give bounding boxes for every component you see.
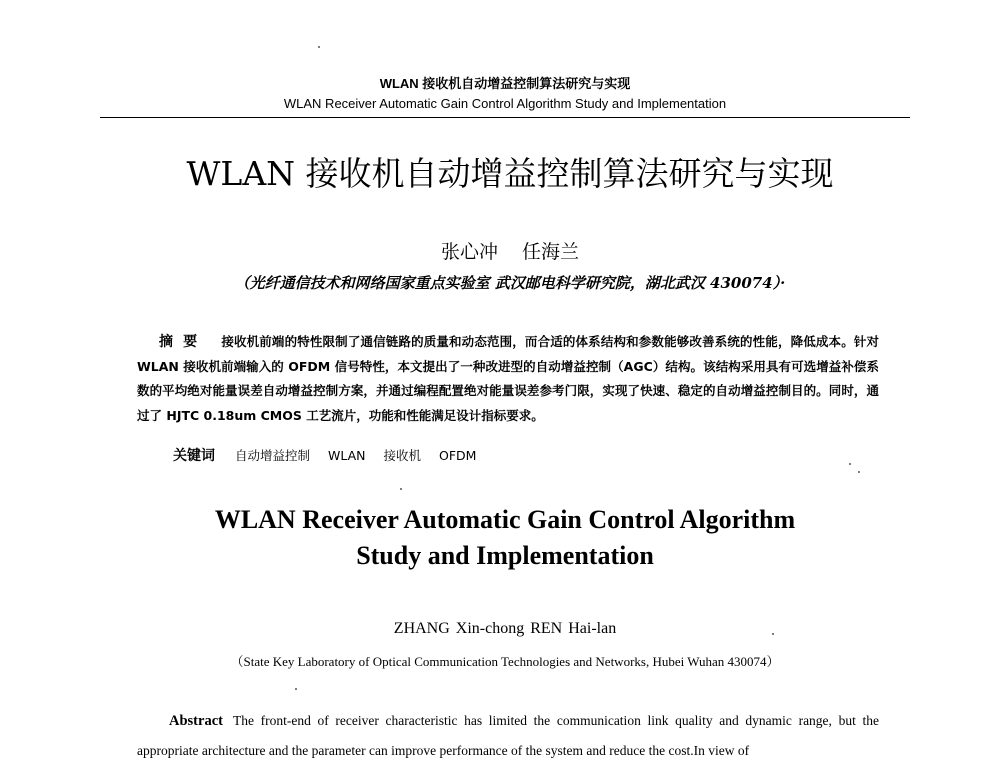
paper-title-en-line1: WLAN Receiver Automatic Gain Control Algorithm — [214, 505, 796, 534]
affiliation-cn: （光纤通信技术和网络国家重点实验室 武汉邮电科学研究院，湖北武汉 430074）· — [234, 274, 786, 292]
scan-speck — [400, 488, 402, 490]
keywords-cn-label: 关键词 — [173, 448, 215, 464]
scan-speck — [295, 688, 297, 690]
scan-speck — [318, 46, 320, 48]
scan-speck — [772, 633, 774, 635]
abstract-en — [137, 706, 879, 766]
abstract-cn-label: 摘要 — [159, 334, 208, 350]
keyword-item: 自动增益控制 — [234, 448, 310, 463]
affiliation-en: （State Key Laboratory of Optical Communication Technologies and Networks, Hubei Wuhan 430074） — [230, 654, 780, 669]
keyword-item: OFDM — [438, 448, 477, 463]
abstract-cn — [137, 330, 879, 428]
abstract-en-text: The front-end of receiver characteristic has limited the communication link quality and dynamic range, but the appropriate architecture and the parameter can improve performance of the system and reduce the cost.In view of — [137, 713, 879, 758]
scan-speck — [858, 471, 860, 473]
running-header-title-en: WLAN Receiver Automatic Gain Control Algorithm Study and Implementation — [283, 96, 727, 111]
abstract-en-label: Abstract — [169, 713, 223, 729]
authors-cn: 张心冲 任海兰 — [440, 241, 580, 263]
keyword-item: WLAN — [327, 448, 366, 463]
paper-title-cn: WLAN 接收机自动增益控制算法研究与实现 — [186, 154, 834, 193]
running-header-title-cn: WLAN 接收机自动增益控制算法研究与实现 — [379, 76, 631, 91]
paper-title-en-line2: Study and Implementation — [356, 541, 654, 570]
paper-title-en — [100, 502, 910, 574]
authors-en: ZHANG Xin-chong REN Hai-lan — [393, 620, 617, 637]
abstract-cn-text: 接收机前端的特性限制了通信链路的质量和动态范围，而合适的体系结构和参数能够改善系统的性能，降低成本。针对 WLAN 接收机前端输入的 OFDM 信号特性，本文提出了一种改进型的自动增益控制（AGC）结构。该结构采用具有可选增益补偿系数的平均绝对能量误差自动增益控制方案，并通过编程配置绝对能量误差参考门限，实现了快速、稳定的自动增益控制目的。同时，通过了 HJTC 0.18um CMOS 工艺流片，功能和性能满足设计指标要求。 — [137, 334, 879, 423]
scan-speck — [849, 463, 851, 465]
keywords-cn — [173, 445, 490, 465]
header-rule — [100, 117, 910, 118]
keyword-item: 接收机 — [383, 448, 421, 463]
